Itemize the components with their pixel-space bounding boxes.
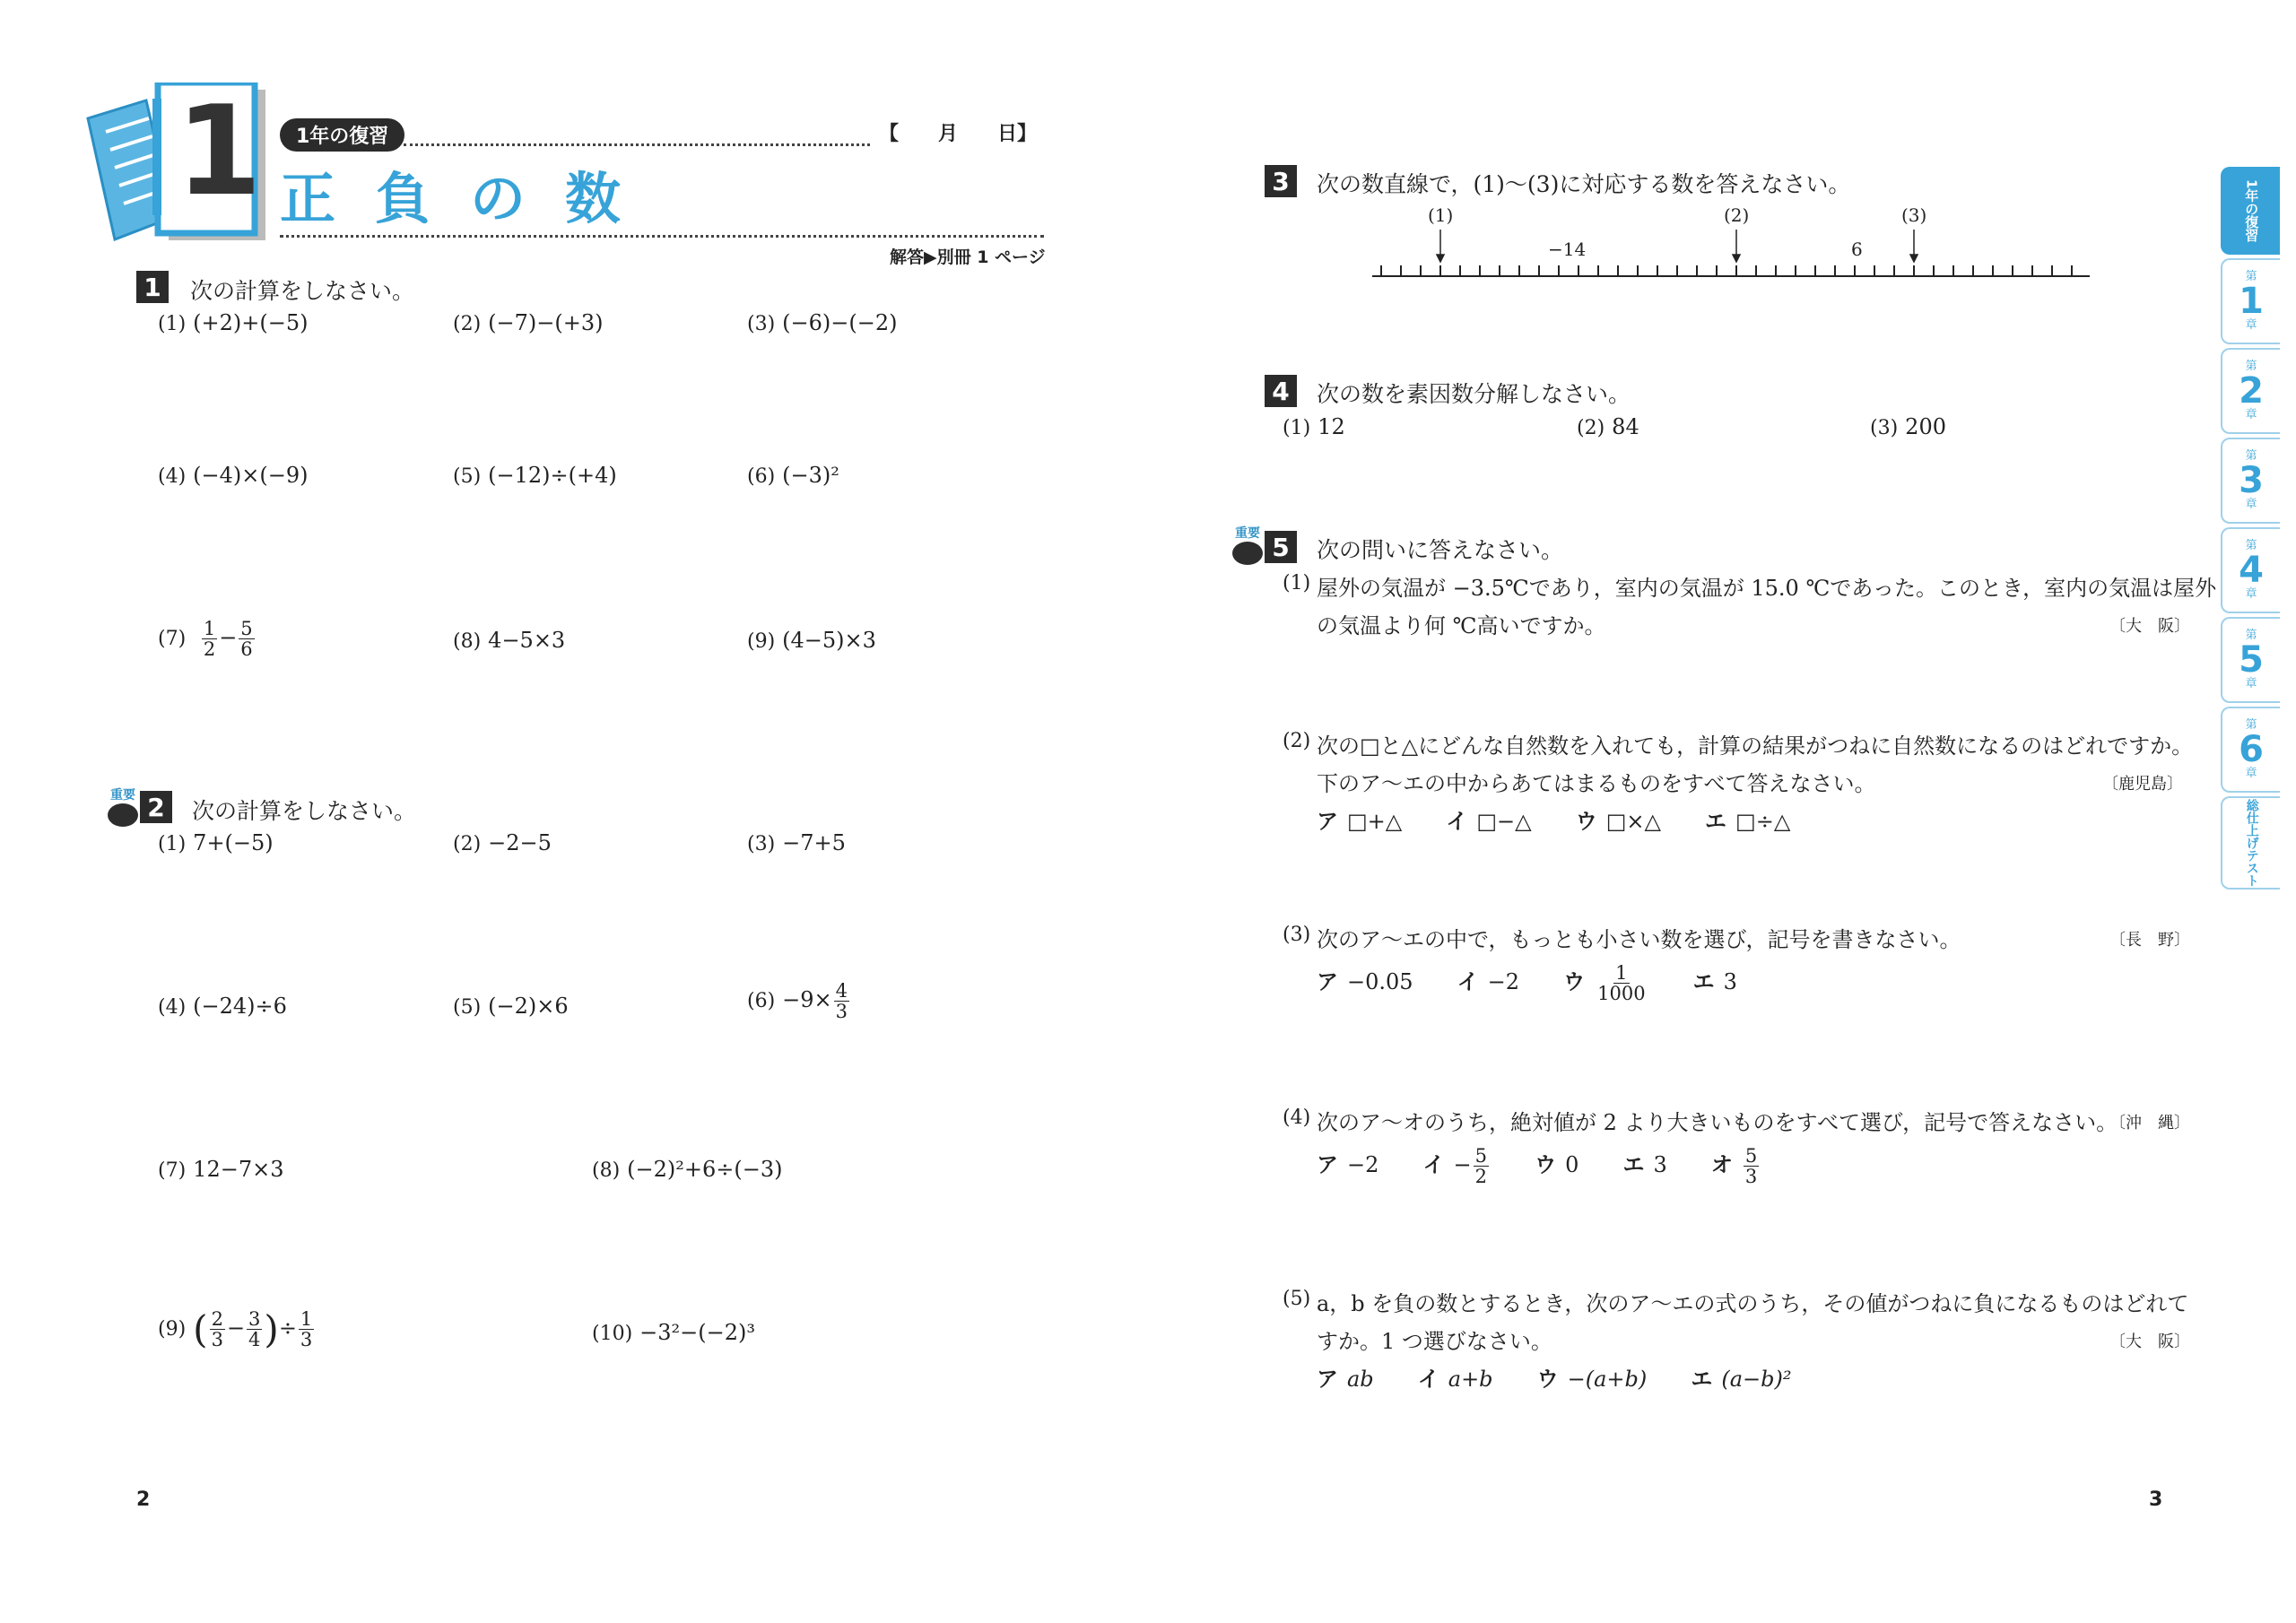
section4-instruction: 次の数を素因数分解しなさい。 [1317, 381, 1631, 407]
s4-q1: (1) 12 [1283, 414, 1345, 439]
s5-q3-number: (3) [1283, 924, 1311, 946]
section3-number: 3 [1265, 165, 1297, 197]
title-dotted-line [280, 235, 1044, 238]
s1-q3: (3) (−6)−(−2) [747, 310, 898, 335]
side-tab-chapter-6[interactable]: 第 6 章 [2221, 707, 2280, 793]
s5-q4-line1: 次のア〜オのうち，絶対値が 2 より大きいものをすべて選び，記号で答えなさい。 [1317, 1110, 2118, 1135]
page-title: 正負の数 [280, 166, 661, 231]
nl-label-6: 6 [1851, 239, 1863, 260]
s1-q2: (2) (−7)−(+3) [453, 310, 604, 335]
date-bracket: 【 月 日】 [879, 123, 1038, 145]
s1-q7: (7) $\frac{1}{2}$ − $\frac{5}{6}$ [158, 618, 253, 661]
nl-marker-2: (2) [1724, 204, 1750, 226]
section1-number: 1 [136, 271, 169, 303]
s1-q9: (9) (4−5)×3 [747, 628, 876, 653]
s5-q5-line2: すか。1 つ選びなさい。 [1317, 1329, 1552, 1354]
s5-q5-source: 〔大 阪〕 [2109, 1332, 2190, 1351]
s5-q3-choices: ア −0.05 イ −2 ウ $\frac{1}{1000}$ エ 3 [1317, 962, 1737, 1005]
s5-q5-line1: a，b を負の数とするとき，次のア〜エの式のうち，その値がつねに負になるものはどれて [1317, 1291, 2189, 1316]
side-tab-final-test[interactable]: 総仕上げテスト [2221, 796, 2280, 890]
s5-q2-source: 〔鹿児島〕 [2102, 775, 2183, 794]
s5-q1-line2: の気温より何 ℃高いですか。 [1317, 613, 1606, 638]
s5-q1-line1: 屋外の気温が −3.5℃であり，室内の気温が 15.0 ℃であった。このとき，室内の気温は屋外 [1317, 576, 2217, 601]
s2-q9: (9) ( $\frac{2}{3}$ − $\frac{3}{4}$ )÷ $\frac{1}{3}$ [158, 1307, 313, 1351]
s5-q4-source: 〔沖 縄〕 [2109, 1114, 2190, 1133]
s2-q10: (10) −3²−(−2)³ [592, 1320, 756, 1345]
side-tab-chapter-3[interactable]: 第 3 章 [2221, 438, 2280, 524]
s2-q5: (5) (−2)×6 [453, 994, 569, 1019]
s2-q7: (7) 12−7×3 [158, 1157, 284, 1182]
section2-number: 2 [140, 791, 172, 823]
review-badge: 1年の復習 [280, 118, 404, 152]
side-tab-chapter-5[interactable]: 第 5 章 [2221, 617, 2280, 703]
s4-q3: (3) 200 [1870, 414, 1946, 439]
chapter-number: 1 [176, 79, 263, 223]
section2-instruction: 次の計算をしなさい。 [192, 798, 417, 824]
header-dotted-line [404, 143, 870, 146]
s2-q1: (1) 7+(−5) [158, 830, 274, 855]
s5-q5-choices: ア ab イ a+b ウ −(a+b) エ (a−b)² [1317, 1367, 1792, 1392]
section4-number: 4 [1265, 375, 1297, 407]
section5-important-badge: 重要 [1225, 524, 1270, 565]
s5-q4-number: (4) [1283, 1107, 1311, 1129]
s4-q2: (2) 84 [1577, 414, 1639, 439]
nl-marker-3: (3) [1901, 204, 1927, 226]
s2-q4: (4) (−24)÷6 [158, 994, 287, 1019]
s5-q2-line2: 下のア〜エの中からあてはまるものをすべて答えなさい。 [1317, 771, 1876, 796]
s2-q6: (6) −9× $\frac{4}{3}$ [747, 980, 848, 1023]
s5-q4-choices: ア −2 イ − $\frac{5}{2}$ ウ 0 エ 3 オ $\frac{5}{3}$ [1317, 1145, 1758, 1188]
page-number-left: 2 [136, 1488, 151, 1511]
s2-q3: (3) −7+5 [747, 830, 846, 855]
s2-q8: (8) (−2)²+6÷(−3) [592, 1157, 783, 1182]
answer-ref: 解答▶別冊 1 ページ [890, 247, 1046, 267]
nl-label-minus14: −14 [1548, 239, 1587, 260]
nl-marker-1: (1) [1428, 204, 1454, 226]
s5-q1-number: (1) [1283, 572, 1311, 595]
s1-q6: (6) (−3)² [747, 463, 839, 488]
s5-q3-source: 〔長 野〕 [2109, 931, 2190, 950]
s1-q4: (4) (−4)×(−9) [158, 463, 309, 488]
s5-q2-line1: 次の□と△にどんな自然数を入れても，計算の結果がつねに自然数になるのはどれですか。 [1317, 733, 2194, 759]
section5-instruction: 次の問いに答えなさい。 [1317, 537, 1564, 563]
side-tab-review[interactable]: 1年の 復習 [2221, 167, 2280, 255]
side-tab-chapter-1[interactable]: 第 1 章 [2221, 258, 2280, 344]
s5-q3-line1: 次のア〜エの中で，もっとも小さい数を選び，記号を書きなさい。 [1317, 927, 1961, 952]
side-tab-chapter-2[interactable]: 第 2 章 [2221, 348, 2280, 434]
side-tab-chapter-4[interactable]: 第 4 章 [2221, 527, 2280, 613]
section3-instruction: 次の数直線で，(1)〜(3)に対応する数を答えなさい。 [1317, 171, 1851, 197]
s1-q8: (8) 4−5×3 [453, 628, 566, 653]
s5-q2-number: (2) [1283, 730, 1311, 752]
s5-q5-number: (5) [1283, 1288, 1311, 1310]
s1-q5: (5) (−12)÷(+4) [453, 463, 617, 488]
section5-number: 5 [1265, 531, 1297, 563]
s5-q1-source: 〔大 阪〕 [2109, 617, 2190, 636]
s2-q2: (2) −2−5 [453, 830, 552, 855]
page-number-right: 3 [2149, 1488, 2163, 1511]
section2-important-badge: 重要 [100, 785, 145, 827]
section1-instruction: 次の計算をしなさい。 [190, 278, 415, 304]
s5-q2-choices: ア □+△ イ □−△ ウ □×△ エ □÷△ [1317, 809, 1791, 834]
s1-q1: (1) (+2)+(−5) [158, 310, 309, 335]
